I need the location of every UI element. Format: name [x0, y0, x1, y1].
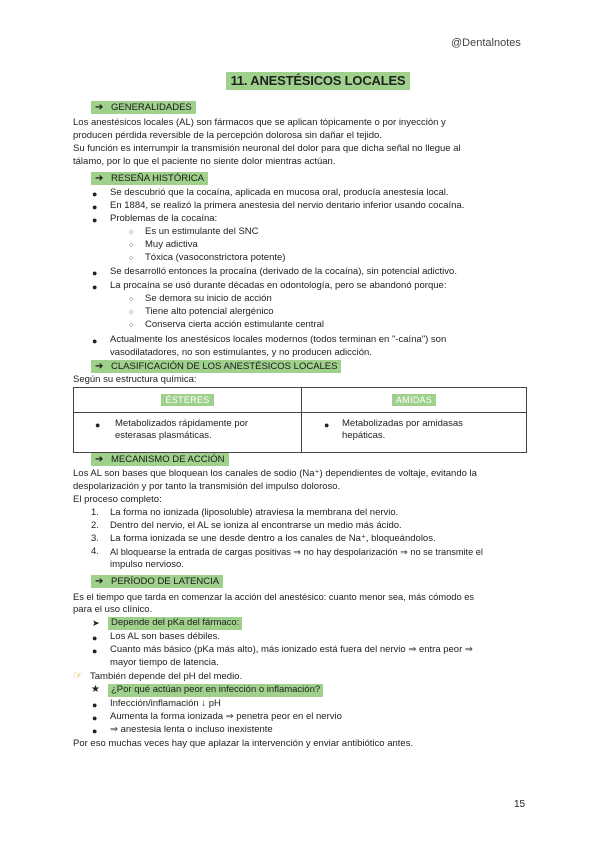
list-item: Se desarrolló entonces la procaína (derivado de la cocaína), sin potencial adictivo.	[110, 266, 457, 277]
numbered-item: La forma ionizada se une desde dentro a los canales de Na⁺, bloqueándolos.	[110, 533, 436, 544]
bullet-icon: ●	[92, 726, 98, 736]
list-item-continuation: mayor tiempo de latencia.	[110, 657, 219, 668]
section-header-latencia: ➔ PERÍODO DE LATENCIA	[91, 575, 223, 588]
paragraph-line: El proceso completo:	[73, 494, 162, 505]
ph-note: También depende del pH del medio.	[90, 671, 243, 682]
list-item: Los AL son bases débiles.	[110, 631, 221, 642]
bullet-icon: ●	[92, 202, 98, 212]
paragraph-line: Su función es interrumpir la transmisión neuronal del dolor para que dicha señal no llegue al	[73, 143, 461, 154]
sub-list-item: Tiene alto potencial alergénico	[145, 306, 274, 317]
paragraph-line: para el uso clínico.	[73, 604, 153, 615]
page-number: 15	[514, 799, 526, 810]
arrow-right-icon: ➔	[95, 102, 104, 113]
list-item: ⇒ anestesia lenta o incluso inexistente	[110, 724, 273, 735]
bullet-icon: ●	[92, 215, 98, 225]
list-item-continuation: vasodilatadores, no son estimulantes, y no producen adicción.	[110, 347, 372, 358]
section-header-resena: ➔ RESEÑA HISTÓRICA	[91, 172, 208, 185]
bullet-icon: ●	[95, 420, 101, 430]
list-item: Problemas de la cocaína:	[110, 213, 218, 224]
list-item: En 1884, se realizó la primera anestesia del nervio dentario inferior usando cocaína.	[110, 200, 465, 211]
bullet-icon: ●	[92, 189, 98, 199]
list-item: La procaína se usó durante décadas en odontología, pero se abandonó porque:	[110, 280, 447, 291]
sub-bullet-icon: ○	[129, 322, 134, 329]
paragraph-line: tálamo, por lo que el paciente no siente dolor mientras actúan.	[73, 156, 336, 167]
sub-bullet-icon: ○	[129, 229, 134, 236]
page-title: 11. ANESTÉSICOS LOCALES	[226, 72, 410, 90]
highlight-question: ¿Por qué actúan peor en infección o inflamación?	[108, 684, 323, 697]
brand-handle: @Dentalnotes	[451, 37, 521, 49]
paragraph-line: despolarización y por tanto la transmisión del impulso doloroso.	[73, 481, 341, 492]
list-item: Actualmente los anestésicos locales modernos (todos terminan en "-caína") son	[110, 334, 447, 345]
arrow-right-icon: ➔	[95, 576, 104, 587]
list-item: Cuanto más básico (pKa más alto), más ionizado está fuera del nervio ⇒ entra peor ⇒	[110, 644, 473, 655]
sub-list-item: Tóxica (vasoconstrictora potente)	[145, 252, 286, 263]
table-header-amidas: AMIDAS	[302, 388, 527, 413]
closing-line: Por eso muchas veces hay que aplazar la intervención y enviar antibiótico antes.	[73, 738, 414, 749]
table-header-esteres: ÉSTERES	[74, 388, 302, 413]
arrowhead-icon: ➤	[92, 618, 100, 628]
highlight-depends-pka: Depende del pKa del fármaco:	[108, 617, 242, 630]
list-item: Infección/inflamación ↓ pH	[110, 698, 221, 709]
numbered-item-continuation: impulso nervioso.	[110, 559, 184, 570]
sub-bullet-icon: ○	[129, 242, 134, 249]
arrow-right-icon: ➔	[95, 173, 104, 184]
bullet-icon: ●	[92, 336, 98, 346]
table-cell-esteres: ● Metabolizados rápidamente por esterasas plasmáticas.	[74, 413, 302, 453]
sub-list-item: Muy adictiva	[145, 239, 198, 250]
sub-list-item: Se demora su inicio de acción	[145, 293, 272, 304]
arrow-right-icon: ➔	[95, 361, 104, 372]
bullet-icon: ●	[92, 646, 98, 656]
sub-list-item: Es un estimulante del SNC	[145, 226, 259, 237]
classification-intro: Según su estructura química:	[73, 374, 197, 385]
sub-bullet-icon: ○	[129, 255, 134, 262]
paragraph-line: Es el tiempo que tarda en comenzar la acción del anestésico: cuanto menor sea, más cómodo es	[73, 592, 475, 602]
sub-list-item: Conserva cierta acción estimulante central	[145, 319, 325, 330]
bullet-icon: ●	[92, 700, 98, 710]
sub-bullet-icon: ○	[129, 296, 134, 303]
paragraph-line: Los anestésicos locales (AL) son fármacos que se aplican tópicamente o por inyección y	[73, 117, 446, 128]
numbered-item: La forma no ionizada (liposoluble) atraviesa la membrana del nervio.	[110, 507, 399, 518]
table-cell-amidas: ● Metabolizadas por amidasas hepáticas.	[302, 413, 527, 453]
arrow-right-icon: ➔	[95, 454, 104, 465]
list-item: Aumenta la forma ionizada ⇒ penetra peor en el nervio	[110, 711, 342, 722]
bullet-icon: ●	[92, 282, 98, 292]
numbered-item: Al bloquearse la entrada de cargas positivas ⇒ no hay despolarización ⇒ no se transmite el	[110, 547, 483, 557]
list-item: Se descubrió que la cocaína, aplicada en mucosa oral, producía anestesia local.	[110, 187, 449, 198]
bullet-icon: ●	[92, 713, 98, 723]
star-icon: ★	[91, 684, 100, 695]
numbered-item: Dentro del nervio, el AL se ioniza al encontrarse un medio más ácido.	[110, 520, 402, 531]
section-header-clasificacion: ➔ CLASIFICACIÓN DE LOS ANESTÉSICOS LOCALES	[91, 360, 341, 373]
bullet-icon: ●	[324, 420, 330, 430]
classification-table	[73, 387, 527, 453]
sub-bullet-icon: ○	[129, 309, 134, 316]
paragraph-line: producen pérdida reversible de la percepción dolorosa sin dañar el tejido.	[73, 130, 382, 141]
pointing-hand-icon: ☞	[73, 670, 83, 682]
bullet-icon: ●	[92, 633, 98, 643]
paragraph-line: Los AL son bases que bloquean los canales de sodio (Na⁺) dependientes de voltaje, evitando la	[73, 468, 477, 479]
section-header-generalidades: ➔ GENERALIDADES	[91, 101, 196, 114]
section-header-mecanismo: ➔ MECANISMO DE ACCIÓN	[91, 453, 229, 466]
bullet-icon: ●	[92, 268, 98, 278]
